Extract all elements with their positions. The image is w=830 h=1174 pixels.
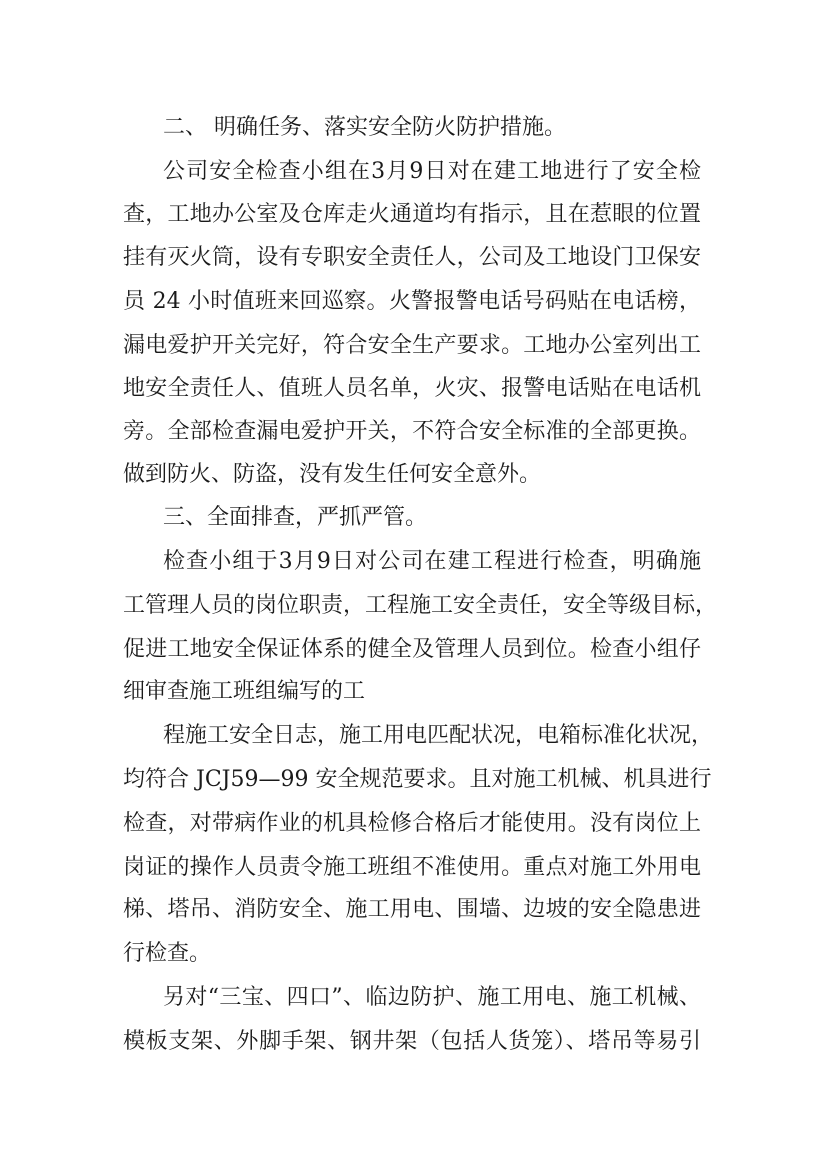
paragraph-line: 查，工地办公室及仓库走火通道均有指示，且在惹眼的位置 — [123, 202, 701, 227]
section-heading: 三、全面排查，严抓严管。 — [163, 505, 428, 530]
paragraph-line: 均符合 JCJ59—99 安全规范要求。且对施工机械、机具进行 — [123, 767, 712, 792]
paragraph-line: 检查小组于3月9日对公司在建工程进行检查，明确施 — [163, 549, 701, 574]
paragraph-line: 另对“三宝、四口”、临边防护、施工用电、施工机械、 — [163, 985, 701, 1010]
paragraph-line: 岗证的操作人员责令施工班组不准使用。重点对施工外用电 — [123, 855, 701, 880]
paragraph-line: 梯、塔吊、消防安全、施工用电、围墙、边坡的安全隐患进 — [123, 897, 701, 922]
paragraph-line: 检查，对带病作业的机具检修合格后才能使用。没有岗位上 — [123, 811, 701, 836]
paragraph-line: 公司安全检查小组在3月9日对在建工地进行了安全检 — [163, 159, 701, 184]
paragraph-line: 程施工安全日志，施工用电匹配状况，电箱标准化状况， — [163, 723, 714, 748]
paragraph-line: 地安全责任人、值班人员名单，火灾、报警电话贴在电话机 — [123, 376, 701, 401]
paragraph-line: 员 24 小时值班来回巡察。火警报警电话号码贴在电话榜， — [123, 289, 701, 314]
paragraph-line: 漏电爱护开关完好，符合安全生产要求。工地办公室列出工 — [123, 333, 701, 358]
paragraph-line: 工管理人员的岗位职责，工程施工安全责任，安全等级目标， — [123, 593, 718, 618]
section-heading: 二、 明确任务、落实安全防火防护措施。 — [163, 115, 566, 140]
paragraph-line: 细审查施工班组编写的工 — [123, 679, 366, 704]
paragraph-line: 促进工地安全保证体系的健全及管理人员到位。检查小组仔 — [123, 637, 701, 662]
paragraph-line: 行检查。 — [123, 941, 212, 966]
paragraph-line: 做到防火、防盗，没有发生任何安全意外。 — [123, 462, 542, 487]
paragraph-line: 旁。全部检查漏电爱护开关，不符合安全标准的全部更换。 — [123, 419, 701, 444]
paragraph-line: 模板支架、外脚手架、钢井架（包括人货笼）、塔吊等易引 — [123, 1029, 701, 1054]
paragraph-line: 挂有灭火筒，设有专职安全责任人，公司及工地设门卫保安 — [123, 245, 701, 270]
